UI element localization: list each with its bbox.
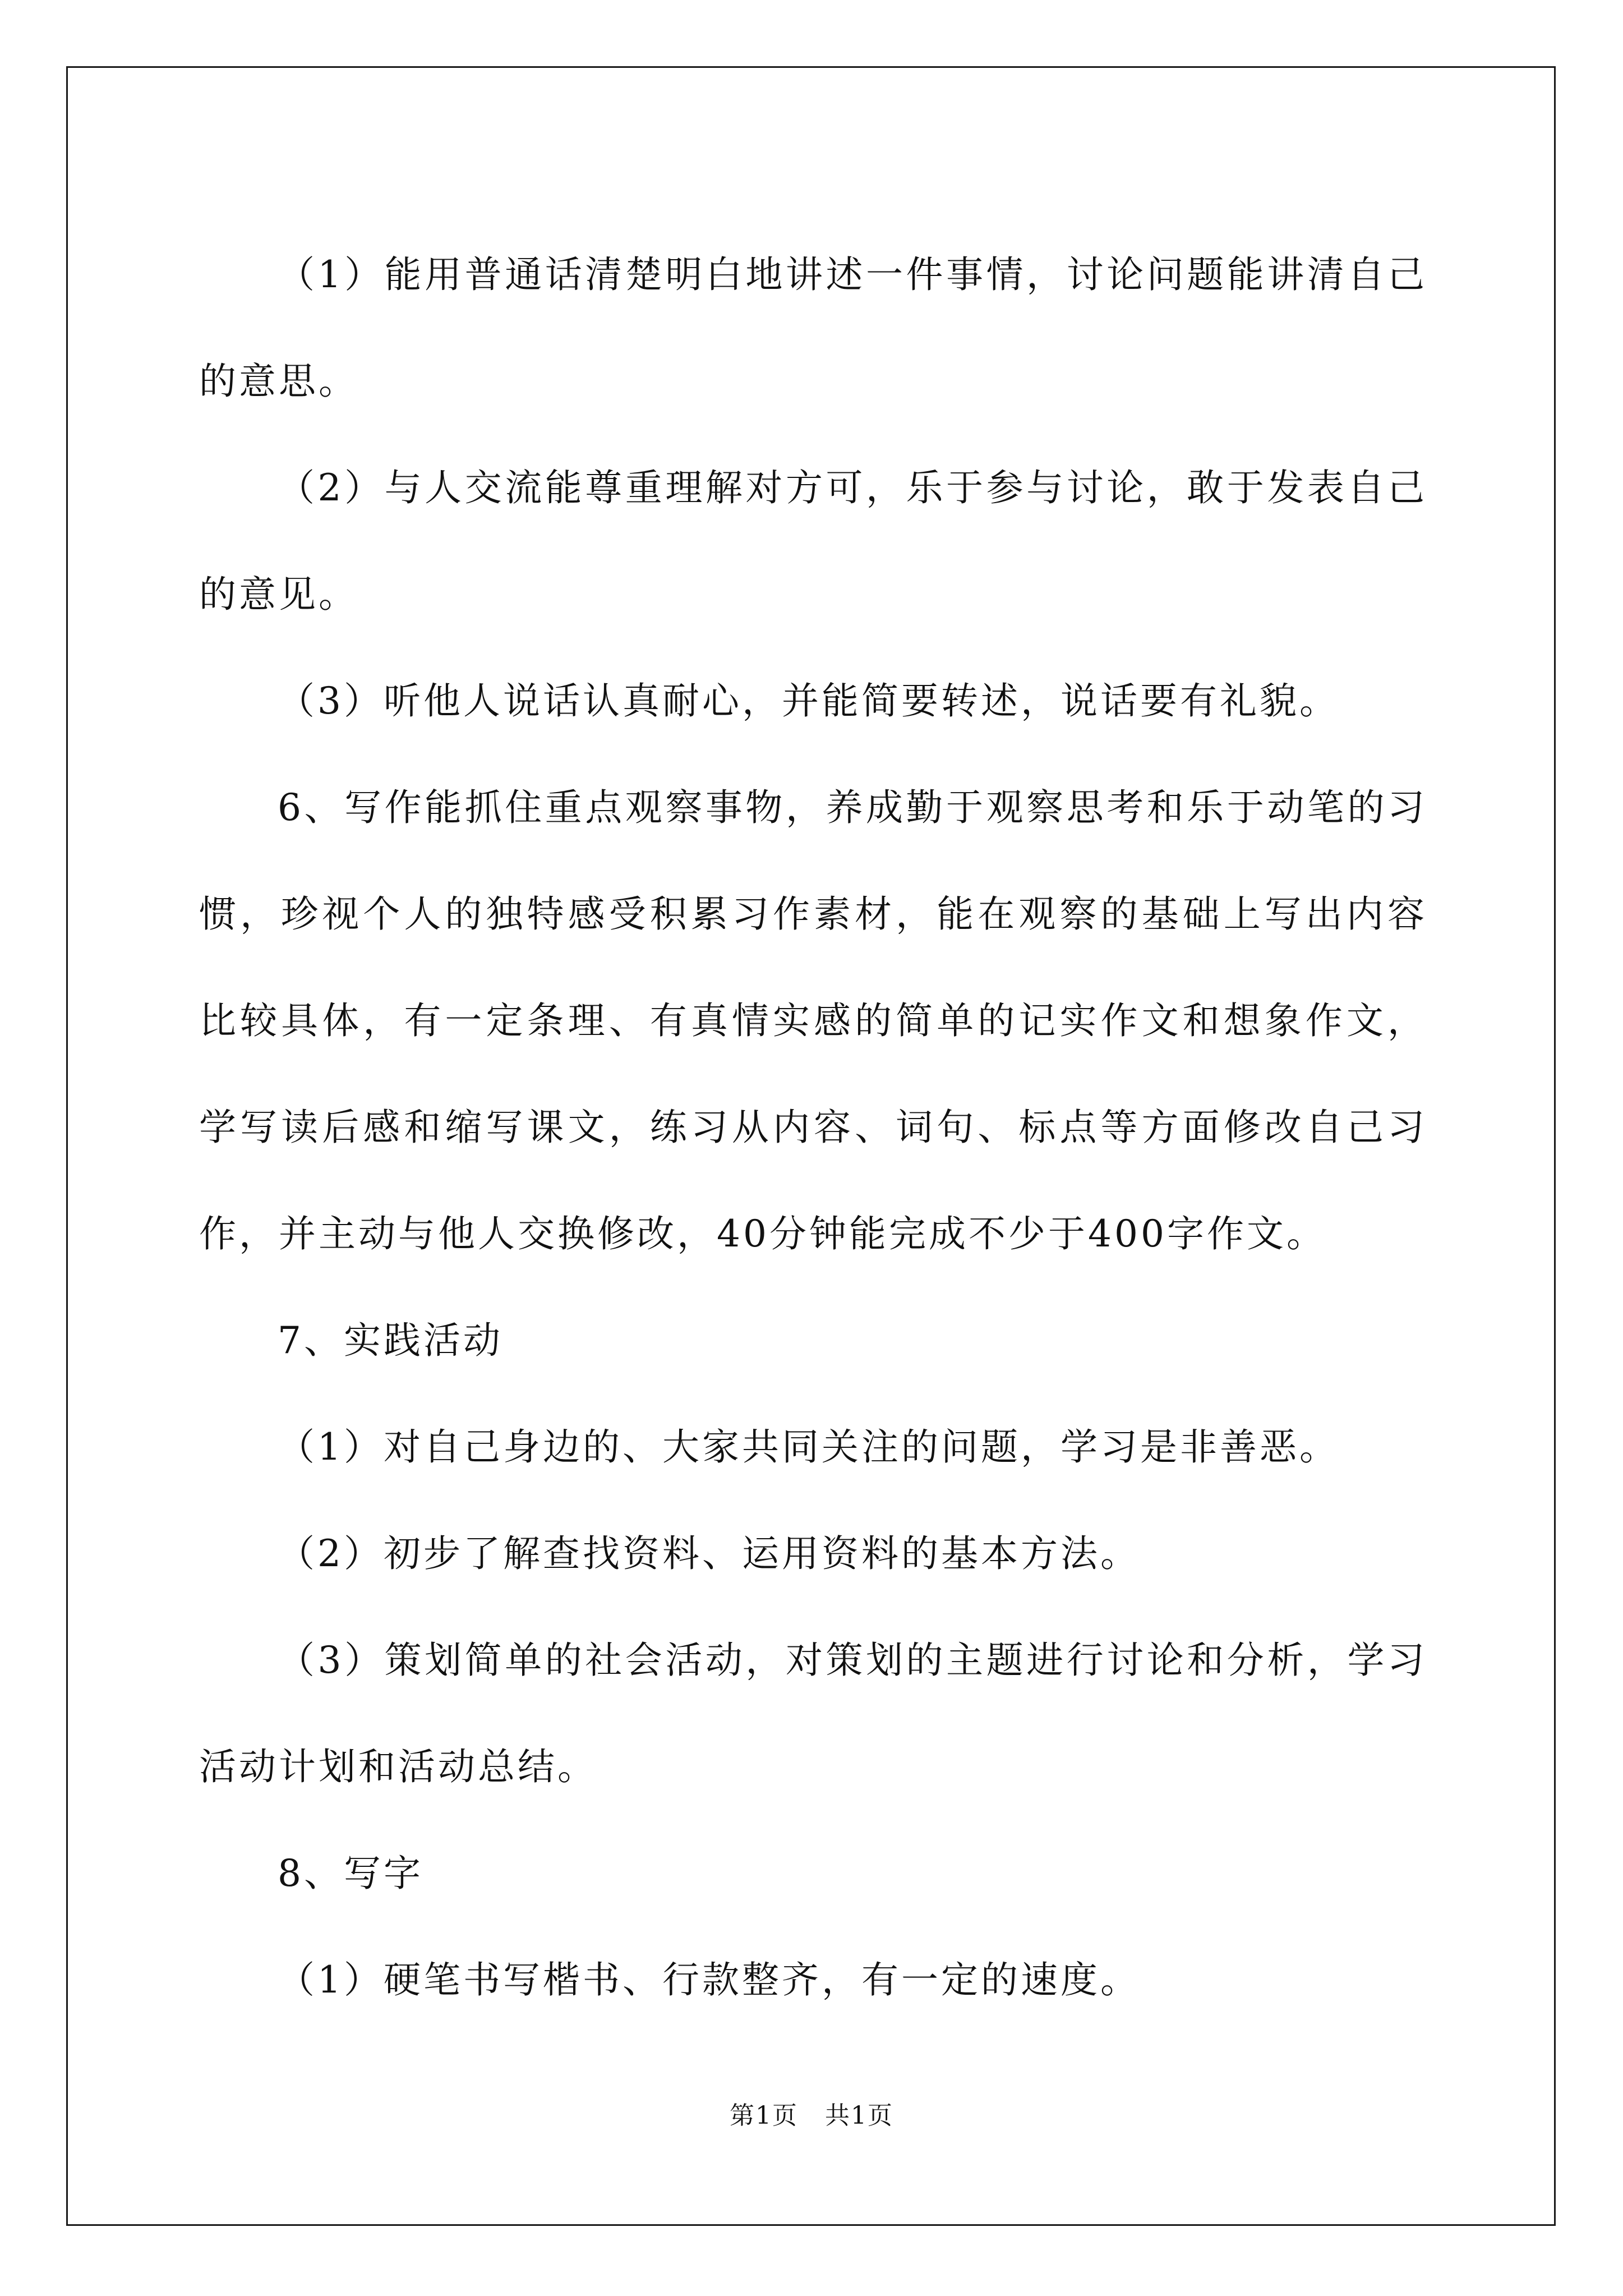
page-footer (0, 2099, 1623, 2133)
paragraph-9: 8、写字 (278, 1852, 423, 1895)
paragraph-4: 6、写作能抓住重点观察事物，养成勤于观察思考和乐于动笔的习惯，珍视个人的独特感受积累习作素材，能在观察的基础上写出内容比较具体，有一定条理、有真情实感的简单的记实作文和想象作文，学写读后感和缩写课文，练习从内容、词句、标点等方面修改自己习作，并主动与他人交换修改，40分钟能完成不少于400字作文。 (199, 786, 1427, 1255)
paragraph-1: （1）能用普通话清楚明白地讲述一件事情，讨论问题能讲清自己的意思。 (199, 253, 1427, 403)
paragraph-2: （2）与人交流能尊重理解对方可，乐于参与讨论，敢于发表自己的意见。 (199, 466, 1427, 616)
paragraph-8: （3）策划简单的社会活动，对策划的主题进行讨论和分析，学习活动计划和活动总结。 (199, 1639, 1427, 1788)
paragraph-7: （2）初步了解查找资料、运用资料的基本方法。 (278, 1532, 1140, 1575)
page-number: 第1页 (730, 2101, 798, 2130)
page-total: 共1页 (825, 2101, 893, 2130)
paragraph-10: （1）硬笔书写楷书、行款整齐，有一定的速度。 (278, 1958, 1140, 2001)
paragraph-3: （3）听他人说话认真耐心，并能简要转述，说话要有礼貌。 (278, 679, 1339, 723)
paragraph-5: 7、实践活动 (278, 1319, 503, 1362)
document-body (199, 222, 1427, 2033)
paragraph-6: （1）对自己身边的、大家共同关注的问题，学习是非善恶。 (278, 1425, 1339, 1469)
